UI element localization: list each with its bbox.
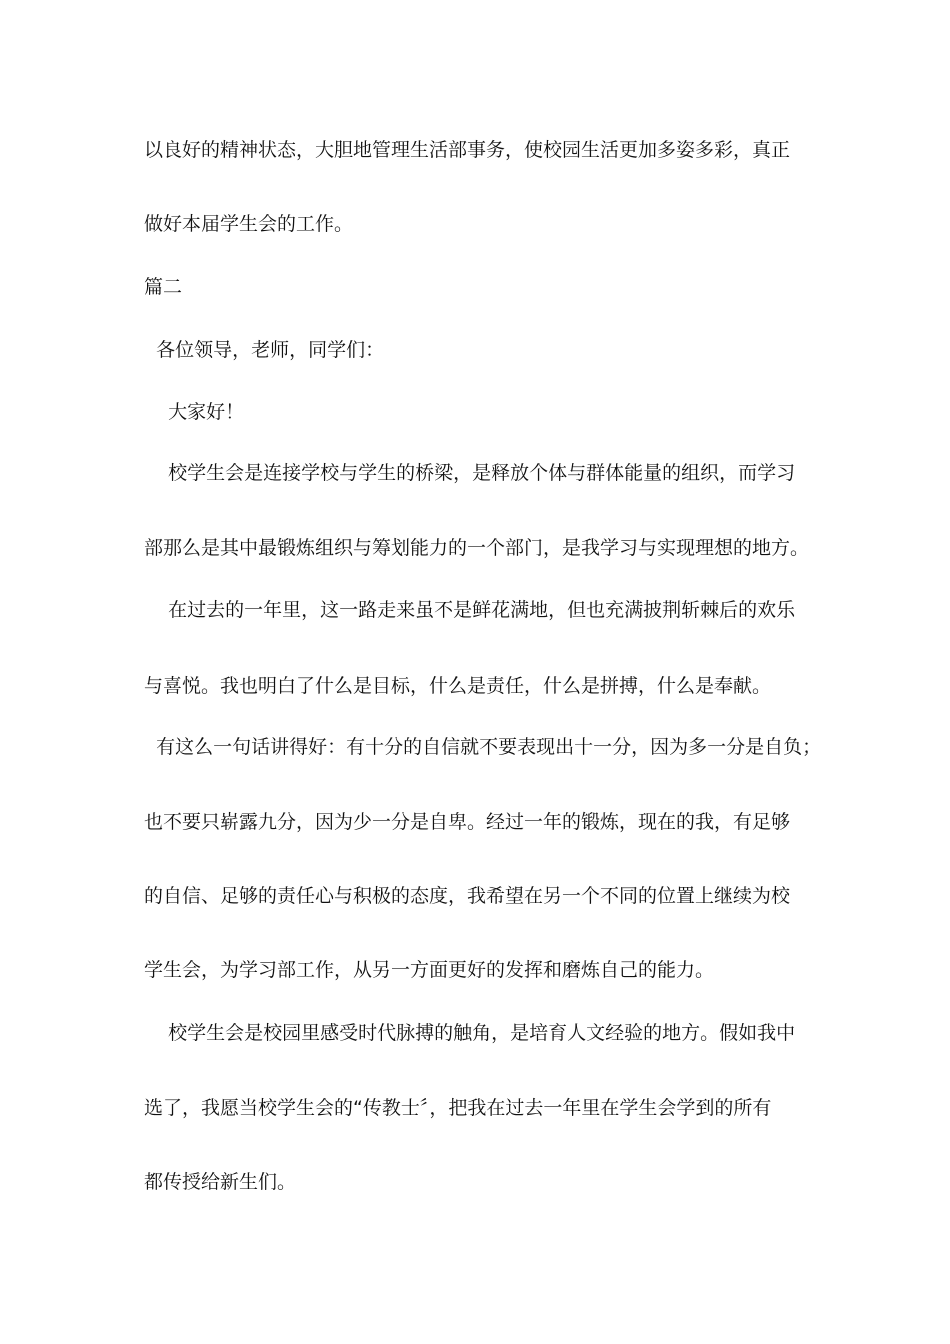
paragraph-line-6: 校学生会是连接学校与学生的桥梁，是释放个体与群体能量的组织，而学习 (144, 462, 796, 484)
paragraph-line-12: 的自信、足够的责任心与积极的态度，我希望在另一个不同的位置上继续为校 (144, 885, 791, 907)
section-heading: 篇二 (144, 276, 183, 298)
paragraph-line-16: 都传授给新生们。 (144, 1171, 297, 1193)
paragraph-line-8: 在过去的一年里，这一路走来虽不是鲜花满地，但也充满披荆斩棘后的欢乐 (144, 599, 796, 621)
greeting-line: 大家好！ (144, 401, 245, 423)
paragraph-line-11: 也不要只崭露九分，因为少一分是自卑。经过一年的锻炼，现在的我，有足够 (144, 811, 791, 833)
paragraph-line-15: 选了，我愿当校学生会的“传教士〞，把我在过去一年里在学生会学到的所有 (144, 1097, 772, 1119)
paragraph-line-10: 有这么一句话讲得好：有十分的自信就不要表现出十一分，因为多一分是自负； (144, 736, 822, 758)
paragraph-line-14: 校学生会是校园里感受时代脉搏的触角，是培育人文经验的地方。假如我中 (144, 1022, 796, 1044)
paragraph-line-7: 部那么是其中最锻炼组织与筹划能力的一个部门，是我学习与实现理想的地方。 (144, 537, 810, 559)
paragraph-line-9: 与喜悦。我也明白了什么是目标，什么是责任，什么是拼搏，什么是奉献。 (144, 675, 772, 697)
paragraph-line-1: 以良好的精神状态，大胆地管理生活部事务，使校园生活更加多姿多彩，真正 (144, 139, 791, 161)
paragraph-line-2: 做好本届学生会的工作。 (144, 213, 354, 235)
paragraph-line-13: 学生会，为学习部工作，从另一方面更好的发挥和磨炼自己的能力。 (144, 959, 715, 981)
salutation-line: 各位领导，老师，同学们： (144, 339, 385, 361)
